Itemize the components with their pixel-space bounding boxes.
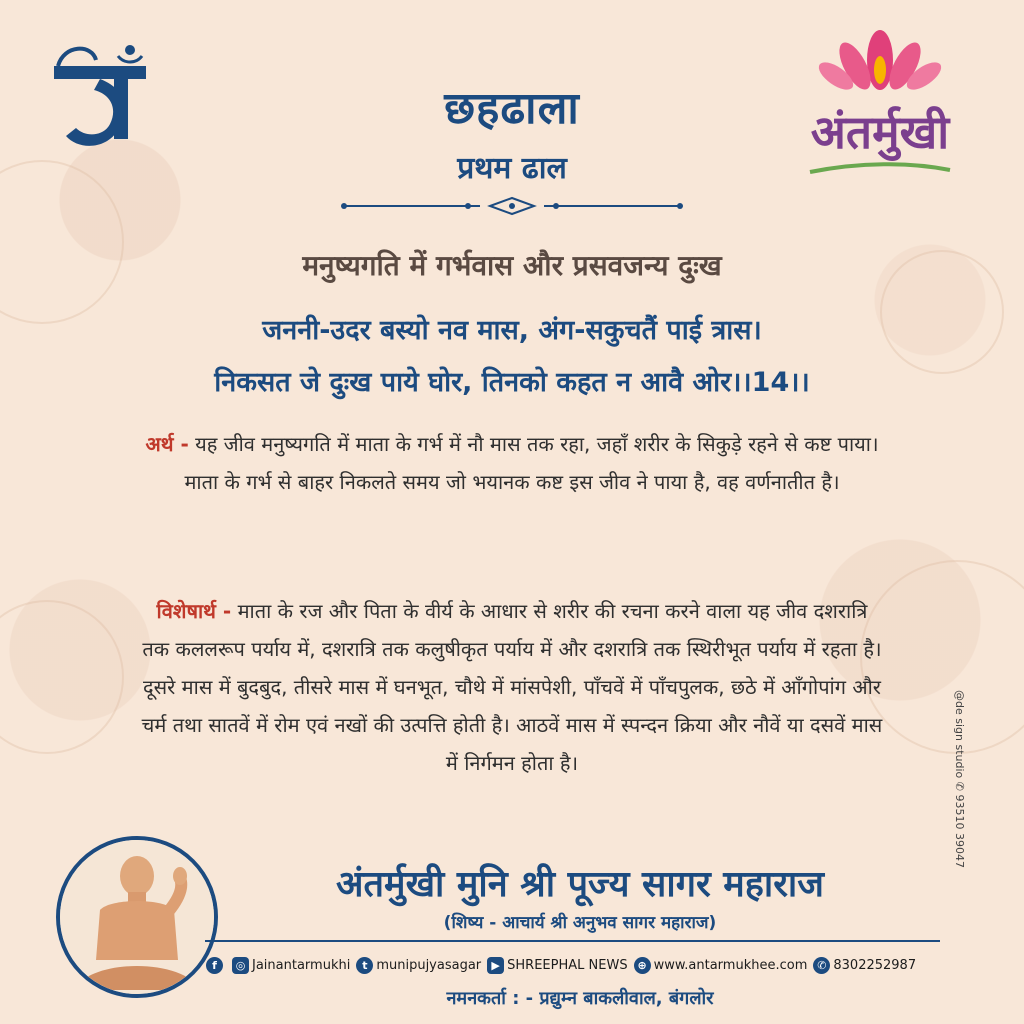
footer-divider [205, 940, 940, 942]
youtube-channel[interactable]: SHREEPHAL NEWS [507, 957, 628, 973]
youtube-icon[interactable]: ▶ [487, 957, 504, 974]
website-link[interactable]: www.antarmukhee.com [653, 957, 808, 973]
avatar [56, 836, 218, 998]
meaning-label: अर्थ - [145, 432, 189, 456]
social-handle-2[interactable]: munipujyasagar [376, 957, 482, 973]
special-meaning-text: माता के रज और पिता के वीर्य के आधार से शरीर की रचना करने वाला यह जीव दशरात्रि तक कललरूप पर्याय में, दशरात्रि तक कलुषीकृत पर्याय में और दशरात्रि तक स्थिरीभूत पर्याय में रहता है। दूसरे मास में बुदबुद, तीसरे मास में घनभूत, चौथे में मांसपेशी, पाँचवें में पाँचपुलक, छठे में आँगोपांग और चर्म तथा सातवें में रोम एवं नखों की उत्पत्ति होती है। आठवें मास में स्पन्दन क्रिया और नौवें या दसवें मास में निर्गमन होता है। [141, 599, 883, 775]
phone-number[interactable]: 8302252987 [833, 957, 917, 973]
special-meaning-label: विशेषार्थ - [156, 599, 232, 623]
meaning-text: यह जीव मनुष्यगति में माता के गर्भ में नौ मास तक रहा, जहाँ शरीर के सिकुड़े रहने से कष्ट पाया। माता के गर्भ से बाहर निकलते समय जो भयानक कष्ट इस जीव ने पाया है, वह वर्णनातीत है। [184, 432, 879, 494]
credit-line: नमनकर्ता : - प्रद्युम्न बाकलीवाल, बंगलोर [446, 988, 714, 1009]
verse-line-2: निकसत जे दुःख पाये घोर, तिनको कहत न आवै ओर।।14।। [214, 367, 810, 398]
meaning-paragraph [140, 425, 884, 501]
designer-watermark: @de sign studio ✆ 93510 39047 [953, 690, 966, 868]
page-title: छहढाला [444, 83, 580, 134]
social-links-bar [200, 952, 960, 978]
monk-portrait-icon [60, 840, 214, 994]
logo-text: अंतर्मुखी [810, 105, 950, 159]
facebook-icon[interactable]: f [206, 957, 223, 974]
background-swirl [0, 600, 124, 754]
page-subtitle: प्रथम ढाल [457, 151, 567, 186]
verse-line-1: जननी-उदर बस्यो नव मास, अंग-सकुचतैं पाई त्रास। [262, 315, 762, 346]
instagram-icon[interactable]: ◎ [232, 957, 249, 974]
globe-icon[interactable]: ⊕ [634, 957, 651, 974]
whatsapp-icon[interactable]: ✆ [813, 957, 830, 974]
disciple-line: (शिष्य - आचार्य श्री अनुभव सागर महाराज) [443, 913, 717, 933]
background-swirl [860, 560, 1024, 754]
author-name: अंतर्मुखी मुनि श्री पूज्य सागर महाराज [336, 863, 824, 905]
ornament-divider-icon [340, 196, 684, 216]
section-heading: मनुष्यगति में गर्भवास और प्रसवजन्य दुःख [302, 249, 722, 282]
twitter-icon[interactable]: t [356, 957, 373, 974]
special-meaning-paragraph [140, 592, 884, 782]
social-handle-1[interactable]: Jainantarmukhi [252, 957, 351, 973]
